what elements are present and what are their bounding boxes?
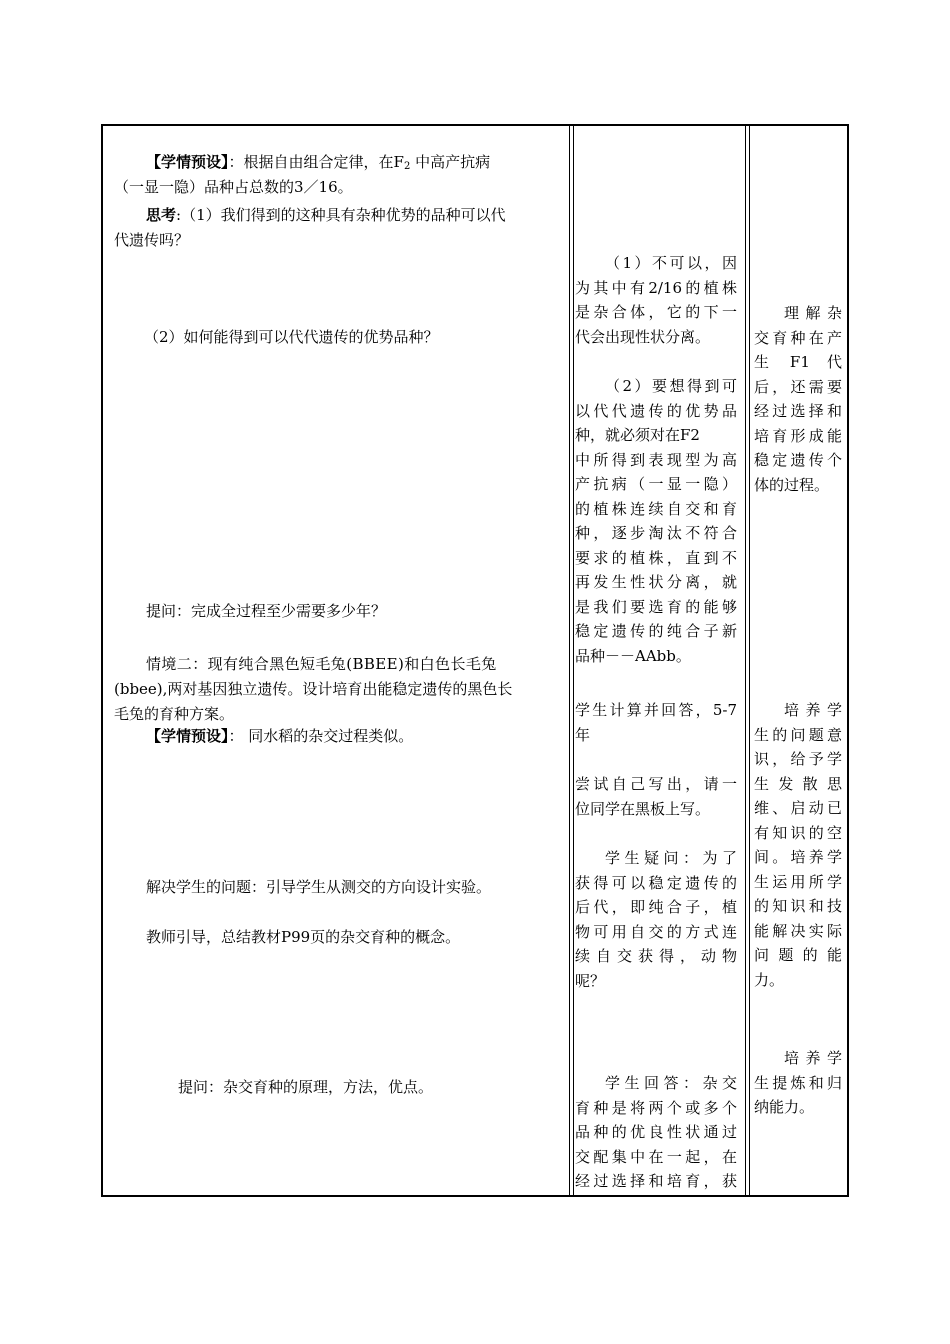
preset-paragraph-1-line2: （一显一隐）品种占总数的3／16。: [114, 178, 353, 196]
solve-problem: 解决学生的问题：引导学生从测交的方向设计实验。: [146, 878, 492, 896]
preset-label: 【学情预设】: [146, 153, 229, 171]
intent-1: 理解杂 交育种在产 生 F1 代 后，还需要 经过选择和 培育形成能 稳定遗传个 体的过程。: [754, 304, 842, 494]
student-answer-2: （2）要想得到可 以代代遗传的优势品 种，就必须对在F2 中所得到表现型为高 产抗病（一显一隐） 的植株连续自交和育 种，逐步淘汰不符合 要求的植株，直到不 再发生性状分离，就 是我们要选育的能够 稳定遗传的纯合子新 品种－－AAbb。: [575, 377, 737, 665]
think-paragraph: 思考:（1）我们得到的这种具有杂种优势的品种可以代: [146, 206, 506, 224]
student-answer-3: 学生回答：杂交 育种是将两个或多个 品种的优良性状通过 交配集中在一起，在 经过选择和培育，获: [575, 1074, 737, 1190]
column-divider-2: [745, 126, 746, 1195]
column-divider-1: [569, 126, 570, 1195]
scene2-line3: 毛兔的育种方案。: [114, 705, 235, 723]
student-question: 学生疑问：为了 获得可以稳定遗传的 后代，即纯合子，植 物可用自交的方式连 续自交获得，动物 呢？: [575, 849, 737, 990]
teacher-guide: 教师引导，总结教材P99页的杂交育种的概念。: [146, 928, 461, 946]
preset-paragraph-1: 【学情预设】：根据自由组合定律，在$F_2$ 中高产抗病: [146, 153, 491, 172]
column-divider-1b: [573, 126, 574, 1195]
think-paragraph-line2: 代遗传吗？: [114, 231, 190, 249]
think-label: 思考: [146, 206, 177, 224]
column-divider-2b: [749, 126, 750, 1195]
scene2-line1: 情境二：现有纯合黑色短毛兔(BBEE)和白色长毛兔: [146, 655, 497, 673]
question-2: （2）如何能得到可以代代遗传的优势品种？: [144, 328, 439, 346]
scene2-line2: (bbee),两对基因独立遗传。设计培育出能稳定遗传的黑色长: [114, 680, 513, 698]
student-calc: 学生计算并回答，5-7 年: [575, 701, 737, 744]
intent-3: 培养学 生提炼和归 纳能力。: [754, 1049, 842, 1116]
student-try: 尝试自己写出，请一 位同学在黑板上写。: [575, 775, 737, 818]
intent-2: 培养学 生的问题意 识，给予学 生 发 散 思 维、启动已 有知识的空 间。培养学 生运用所学 的知识和技 能解决实际 问 题 的 能 力。: [754, 701, 842, 989]
student-answer-1: （1）不可以，因 为其中有2/16的植株 是杂合体，它的下一 代会出现性状分离。: [575, 254, 737, 346]
preset-paragraph-2: 【学情预设】： 同水稻的杂交过程类似。: [146, 727, 414, 745]
ask-years: 提问：完成全过程至少需要多少年？: [146, 602, 387, 620]
ask-principle: 提问：杂交育种的原理，方法，优点。: [178, 1078, 434, 1096]
preset-label-2: 【学情预设】: [146, 727, 229, 745]
